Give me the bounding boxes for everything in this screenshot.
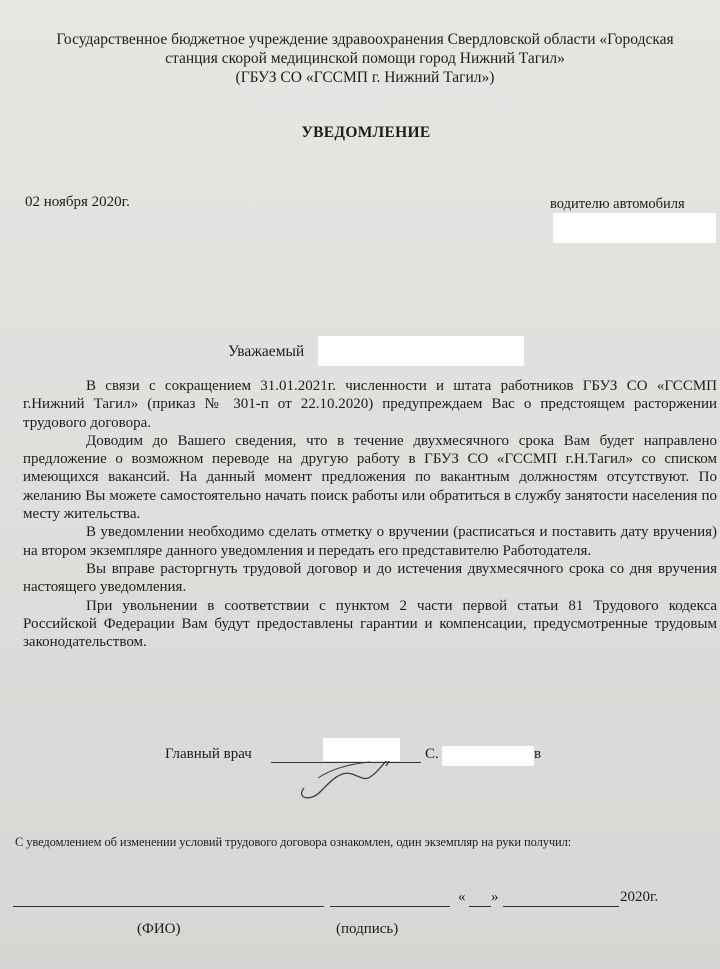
- month-blank-line: [503, 906, 619, 907]
- header-line-3: (ГБУЗ СО «ГССМП г. Нижний Тагил»): [235, 69, 495, 86]
- year-label: 2020г.: [620, 889, 659, 905]
- day-blank-line: [469, 906, 491, 907]
- redacted-signature-area: [323, 738, 400, 761]
- notice-body: [23, 377, 717, 651]
- date-quote-close: »: [491, 889, 499, 905]
- fio-caption: (ФИО): [137, 921, 181, 937]
- document-date: 02 ноября 2020г.: [25, 194, 130, 210]
- signature-blank-line: [330, 906, 450, 907]
- header-line-1: Государственное бюджетное учреждение здравоохранения Свердловской области «Городская: [56, 31, 674, 48]
- organization-header: [20, 30, 710, 87]
- signer-name-ending: в: [534, 746, 542, 762]
- paragraph: Вы вправе расторгнуть трудовой договор и до истечения двухмесячного срока со дня вручения настоящего уведомления.: [23, 560, 717, 596]
- redacted-recipient-name: [553, 213, 716, 243]
- header-line-2: станция скорой медицинской помощи город Нижний Тагил»: [165, 50, 565, 67]
- redacted-addressee-name: [318, 336, 524, 366]
- acknowledgement-text: С уведомлением об изменении условий трудового договора ознакомлен, один экземпляр на руки получил:: [15, 835, 572, 849]
- paragraph: В уведомлении необходимо сделать отметку о вручении (расписаться и поставить дату вручения) на втором экземпляре данного уведомления и передать его представителю Работодателя.: [23, 524, 717, 559]
- fio-line: [13, 906, 324, 907]
- date-quote-open: «: [458, 889, 466, 905]
- greeting: Уважаемый: [228, 343, 305, 360]
- signer-initial: С.: [425, 746, 439, 762]
- signature-caption: (подпись): [336, 921, 399, 937]
- recipient-position: водителю автомобиля: [550, 196, 685, 212]
- redacted-signer-surname: [442, 746, 534, 766]
- paragraph: В связи с сокращением 31.01.2021г. численности и штата работников ГБУЗ СО «ГССМП г.Нижний Тагил» (приказ № 301-п от 22.10.2020) предупреждаем Вас о предстоящем расторжении трудового договора.: [23, 378, 717, 431]
- signer-role: Главный врач: [165, 746, 252, 762]
- paragraph: При увольнении в соответствии с пунктом 2 части первой статьи 81 Трудового кодекса Российской Федерации Вам будут предоставлены гарантии и компенсации, предусмотренные трудовым законодательством.: [23, 597, 717, 651]
- paragraph: Доводим до Вашего сведения, что в течение двухмесячного срока Вам будет направлено предложение о возможном переводе на другую работу в ГБУЗ СО «ГССМП г.Н.Тагил» со списком имеющихся вакансий. На данный момент предложения по вакантным должностям отсутствуют. По желанию Вы можете самостоятельно начать поиск работы или обратиться в службу занятости населения по месту жительства.: [23, 432, 717, 523]
- document-title: УВЕДОМЛЕНИЕ: [301, 124, 431, 141]
